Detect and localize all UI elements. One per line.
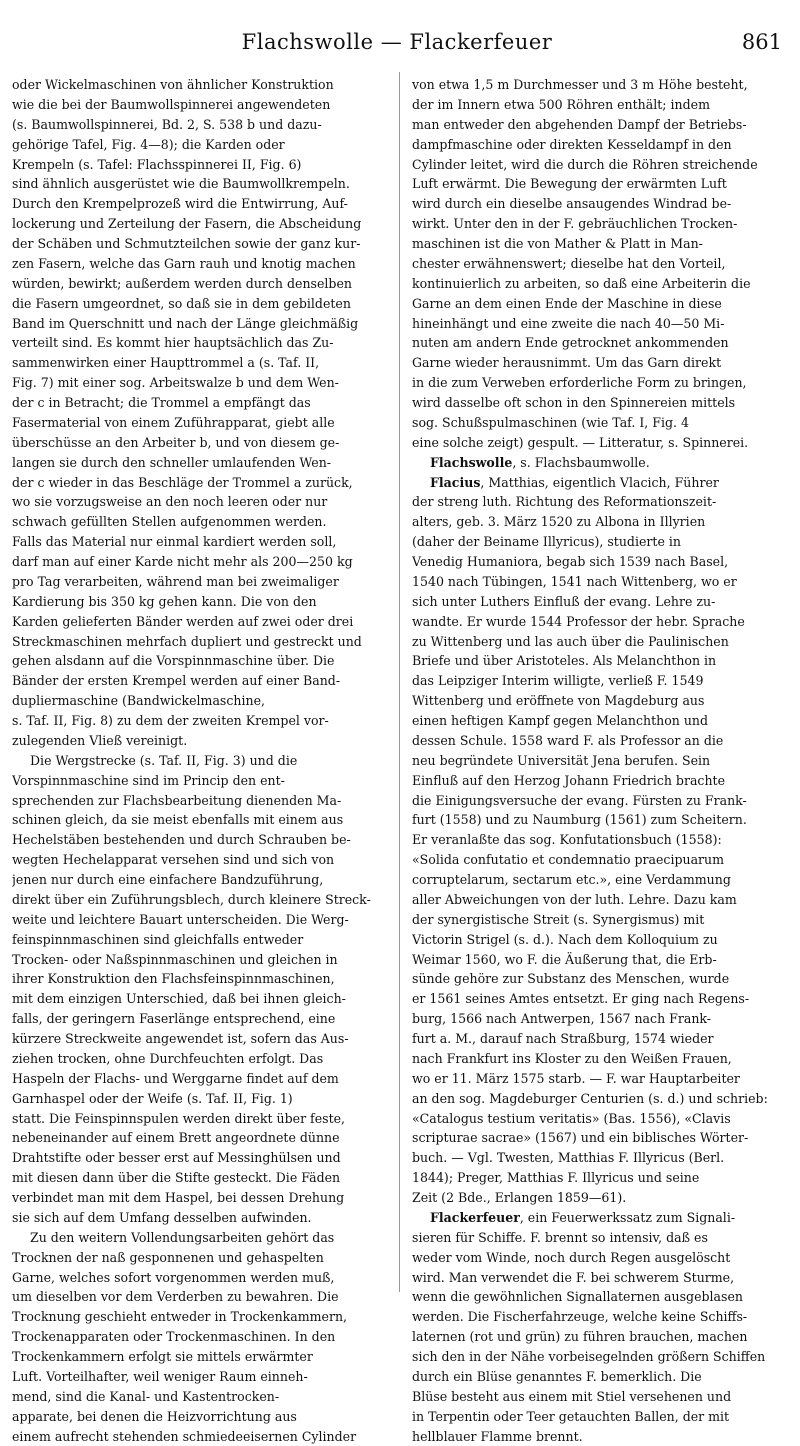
- right-column-line: wird durch ein dieselbe ansaugendes Windrad be-: [412, 194, 784, 214]
- left-column-line: gehörige Tafel, Fig. 4—8); die Karden oder: [12, 135, 390, 155]
- left-column-line: der c in Betracht; die Trommel a empfängt das: [12, 393, 390, 413]
- entry-headword: Flachswolle: [430, 455, 512, 470]
- left-column-line: zen Fasern, welche das Garn rauh und knotig machen: [12, 254, 390, 274]
- right-column-line: einen heftigen Kampf gegen Melanchthon und: [412, 711, 784, 731]
- right-column-line: 1844); Preger, Matthias F. Illyricus und seine: [412, 1168, 784, 1188]
- right-column-line: wenn die gewöhnlichen Signallaternen ausgeblasen: [412, 1287, 784, 1307]
- right-column-line: der im Innern etwa 500 Röhren enthält; indem: [412, 95, 784, 115]
- right-column-line: wird dasselbe oft schon in den Spinnereien mittels: [412, 393, 784, 413]
- right-column-line: corruptelarum, sectarum etc.», eine Verdammung: [412, 870, 784, 890]
- right-column-line: die Einigungsversuche der evang. Fürsten zu Frank-: [412, 791, 784, 811]
- right-column-line: Weimar 1560, wo F. die Äußerung that, die Erb-: [412, 950, 784, 970]
- right-column-line: laternen (rot und grün) zu führen brauchen, machen: [412, 1327, 784, 1347]
- right-column-line: zu Wittenberg und las auch über die Paulinischen: [412, 632, 784, 652]
- left-column-line: feinspinnmaschinen sind gleichfalls entweder: [12, 930, 390, 950]
- left-column-line: Trockenapparaten oder Trockenmaschinen. In den: [12, 1327, 390, 1347]
- right-column-line: buch. — Vgl. Twesten, Matthias F. Illyricus (Berl.: [412, 1148, 784, 1168]
- right-column-line: Flacius, Matthias, eigentlich Vlacich, Führer: [412, 473, 784, 493]
- left-column-line: langen sie durch den schneller umlaufenden Wen-: [12, 453, 390, 473]
- right-column-line: alters, geb. 3. März 1520 zu Albona in Illyrien: [412, 512, 784, 532]
- left-column-line: lockerung und Zerteilung der Fasern, die Abscheidung: [12, 214, 390, 234]
- right-column-line: (daher der Beiname Illyricus), studierte in: [412, 532, 784, 552]
- left-column-line: darf man auf einer Karde nicht mehr als 200—250 kg: [12, 552, 390, 572]
- right-column-line: «Solida confutatio et condemnatio praecipuarum: [412, 850, 784, 870]
- right-column-line: er 1561 seines Amtes entsetzt. Er ging nach Regens-: [412, 989, 784, 1009]
- right-column-line: werden. Die Fischerfahrzeuge, welche keine Schiffs-: [412, 1307, 784, 1327]
- right-column-line: Garne an dem einen Ende der Maschine in diese: [412, 294, 784, 314]
- left-column-line: Trockenkammern erfolgt sie mittels erwärmter: [12, 1347, 390, 1367]
- right-column-line: hineinhängt und eine zweite die nach 40—50 Mi-: [412, 314, 784, 334]
- left-column-line: Garnhaspel oder der Weife (s. Taf. II, Fig. 1): [12, 1089, 390, 1109]
- entry-headword: Flacius: [430, 475, 480, 490]
- left-column-line: zulegenden Vließ vereinigt.: [12, 731, 390, 751]
- left-column-line: Trocknung geschieht entweder in Trockenkammern,: [12, 1307, 390, 1327]
- right-column-line: «Catalogus testium veritatis» (Bas. 1556), «Clavis: [412, 1109, 784, 1129]
- right-column-line: nuten am andern Ende getrocknet ankommenden: [412, 333, 784, 353]
- left-column-line: einem aufrecht stehenden schmiedeeisernen Cylinder: [12, 1427, 390, 1446]
- right-column-line: Garne wieder herausnimmt. Um das Garn direkt: [412, 353, 784, 373]
- right-column-line: Flackerfeuer, ein Feuerwerkssatz zum Signali-: [412, 1208, 784, 1228]
- right-column-line: weder vom Winde, noch durch Regen ausgelöscht: [412, 1248, 784, 1268]
- left-column-line: Kardierung bis 350 kg gehen kann. Die von den: [12, 592, 390, 612]
- right-column-line: dampfmaschine oder direkten Kesseldampf in den: [412, 135, 784, 155]
- left-column: [12, 75, 390, 1446]
- right-column-line: maschinen ist die von Mather & Platt in Man-: [412, 234, 784, 254]
- left-column-line: der Schäben und Schmutzteilchen sowie der ganz kur-: [12, 234, 390, 254]
- left-column-line: Die Wergstrecke (s. Taf. II, Fig. 3) und die: [12, 751, 390, 771]
- right-column-line: Wittenberg und eröffnete von Magdeburg aus: [412, 691, 784, 711]
- page-number: 861: [742, 30, 782, 54]
- right-column-line: wird. Man verwendet die F. bei schwerem Sturme,: [412, 1268, 784, 1288]
- right-column-line: sog. Schußspulmaschinen (wie Taf. I, Fig. 4: [412, 413, 784, 433]
- left-column-line: (s. Baumwollspinnerei, Bd. 2, S. 538 b und dazu-: [12, 115, 390, 135]
- left-column-line: schinen gleich, da sie meist ebenfalls mit einem aus: [12, 810, 390, 830]
- right-column-line: Venedig Humaniora, begab sich 1539 nach Basel,: [412, 552, 784, 572]
- left-column-line: weite und leichtere Bauart unterscheiden. Die Werg-: [12, 910, 390, 930]
- entry-headword: Flackerfeuer: [430, 1210, 520, 1225]
- right-column-line: dessen Schule. 1558 ward F. als Professor an die: [412, 731, 784, 751]
- left-column-line: die Fasern umgeordnet, so daß sie in dem gebildeten: [12, 294, 390, 314]
- left-column-line: schwach gefüllten Stellen aufgenommen werden.: [12, 512, 390, 532]
- right-column-line: von etwa 1,5 m Durchmesser und 3 m Höhe besteht,: [412, 75, 784, 95]
- right-column-line: an den sog. Magdeburger Centurien (s. d.) und schrieb:: [412, 1089, 784, 1109]
- right-column-line: Einfluß auf den Herzog Johann Friedrich brachte: [412, 771, 784, 791]
- left-column-line: sie sich auf dem Umfang desselben aufwinden.: [12, 1208, 390, 1228]
- right-column-line: sieren für Schiffe. F. brennt so intensiv, daß es: [412, 1228, 784, 1248]
- right-column-line: in Terpentin oder Teer getauchten Ballen, der mit: [412, 1407, 784, 1427]
- right-column-line: durch ein Blüse genanntes F. bemerklich. Die: [412, 1367, 784, 1387]
- right-column-line: hellblauer Flamme brennt.: [412, 1427, 784, 1446]
- right-column-line: Flachswolle, s. Flachsbaumwolle.: [412, 453, 784, 473]
- right-column-line: das Leipziger Interim willigte, verließ F. 1549: [412, 671, 784, 691]
- left-column-line: Hechelstäben bestehenden und durch Schrauben be-: [12, 830, 390, 850]
- right-column-line: 1540 nach Tübingen, 1541 nach Wittenberg, wo er: [412, 572, 784, 592]
- left-column-line: verteilt sind. Es kommt hier hauptsächlich das Zu-: [12, 333, 390, 353]
- left-column-line: Trocken- oder Naßspinnmaschinen und gleichen in: [12, 950, 390, 970]
- right-column-line: sich unter Luthers Einfluß der evang. Lehre zu-: [412, 592, 784, 612]
- left-column-line: oder Wickelmaschinen von ähnlicher Konstruktion: [12, 75, 390, 95]
- right-column-line: chester erwähnenswert; dieselbe hat den Vorteil,: [412, 254, 784, 274]
- right-column-line: nach Frankfurt ins Kloster zu den Weißen Frauen,: [412, 1049, 784, 1069]
- left-column-line: jenen nur durch eine einfachere Bandzuführung,: [12, 870, 390, 890]
- right-column-line: kontinuierlich zu arbeiten, so daß eine Arbeiterin die: [412, 274, 784, 294]
- left-column-line: kürzere Streckweite angewendet ist, sofern das Aus-: [12, 1029, 390, 1049]
- left-column-line: ziehen trocken, ohne Durchfeuchten erfolgt. Das: [12, 1049, 390, 1069]
- page-header: [12, 30, 782, 60]
- left-column-line: Garne, welches sofort vorgenommen werden muß,: [12, 1268, 390, 1288]
- left-column-line: überschüsse an den Arbeiter b, und von diesem ge-: [12, 433, 390, 453]
- right-column-line: sich den in der Nähe vorbeisegelnden größern Schiffen: [412, 1347, 784, 1367]
- left-column-line: nebeneinander auf einem Brett angeordnete dünne: [12, 1128, 390, 1148]
- right-column-line: aller Abweichungen von der luth. Lehre. Dazu kam: [412, 890, 784, 910]
- left-column-line: mit dem einzigen Unterschied, daß bei ihnen gleich-: [12, 989, 390, 1009]
- left-column-line: pro Tag verarbeiten, während man bei zweimaliger: [12, 572, 390, 592]
- left-column-line: apparate, bei denen die Heizvorrichtung aus: [12, 1407, 390, 1427]
- right-column-line: Zeit (2 Bde., Erlangen 1859—61).: [412, 1188, 784, 1208]
- right-column-line: in die zum Verweben erforderliche Form zu bringen,: [412, 373, 784, 393]
- left-column-line: ihrer Konstruktion den Flachsfeinspinnmaschinen,: [12, 969, 390, 989]
- left-column-line: Drahtstifte oder besser erst auf Messinghülsen und: [12, 1148, 390, 1168]
- right-column-line: der streng luth. Richtung des Reformationszeit-: [412, 492, 784, 512]
- right-column-line: wandte. Er wurde 1544 Professor der hebr. Sprache: [412, 612, 784, 632]
- right-column-line: Briefe und über Aristoteles. Als Melanchthon in: [412, 651, 784, 671]
- left-column-line: Haspeln der Flachs- und Werggarne findet auf dem: [12, 1069, 390, 1089]
- left-column-line: s. Taf. II, Fig. 8) zu dem der zweiten Krempel vor-: [12, 711, 390, 731]
- left-column-line: würden, bewirkt; außerdem werden durch denselben: [12, 274, 390, 294]
- right-column-line: Blüse besteht aus einem mit Stiel versehenen und: [412, 1387, 784, 1407]
- left-column-line: Band im Querschnitt und nach der Länge gleichmäßig: [12, 314, 390, 334]
- right-column-line: eine solche zeigt) gespult. — Litteratur, s. Spinnerei.: [412, 433, 784, 453]
- left-column-line: mend, sind die Kanal- und Kastentrocken-: [12, 1387, 390, 1407]
- left-column-line: dupliermaschine (Bandwickelmaschine,: [12, 691, 390, 711]
- left-column-line: Trocknen der naß gesponnenen und gehaspelten: [12, 1248, 390, 1268]
- left-column-line: sprechenden zur Flachsbearbeitung dienenden Ma-: [12, 791, 390, 811]
- left-column-line: sind ähnlich ausgerüstet wie die Baumwollkrempeln.: [12, 174, 390, 194]
- left-column-line: Krempeln (s. Tafel: Flachsspinnerei II, Fig. 6): [12, 155, 390, 175]
- right-column-line: furt (1558) und zu Naumburg (1561) zum Scheitern.: [412, 810, 784, 830]
- right-column-line: sünde gehöre zur Substanz des Menschen, wurde: [412, 969, 784, 989]
- right-column-line: Er veranlaßte das sog. Konfutationsbuch (1558):: [412, 830, 784, 850]
- left-column-line: wegten Hechelapparat versehen sind und sich von: [12, 850, 390, 870]
- left-column-line: verbindet man mit dem Haspel, bei dessen Drehung: [12, 1188, 390, 1208]
- left-column-line: Karden gelieferten Bänder werden auf zwei oder drei: [12, 612, 390, 632]
- right-column-line: furt a. M., darauf nach Straßburg, 1574 wieder: [412, 1029, 784, 1049]
- left-column-line: Zu den weitern Vollendungsarbeiten gehört das: [12, 1228, 390, 1248]
- left-column-line: Falls das Material nur einmal kardiert werden soll,: [12, 532, 390, 552]
- right-column-line: Luft erwärmt. Die Bewegung der erwärmten Luft: [412, 174, 784, 194]
- left-column-line: direkt über ein Zuführungsblech, durch kleinere Streck-: [12, 890, 390, 910]
- right-column-line: burg, 1566 nach Antwerpen, 1567 nach Frank-: [412, 1009, 784, 1029]
- left-column-line: Bänder der ersten Krempel werden auf einer Band-: [12, 671, 390, 691]
- left-column-line: der c wieder in das Beschläge der Trommel a zurück,: [12, 473, 390, 493]
- left-column-line: falls, der geringern Faserlänge entsprechend, eine: [12, 1009, 390, 1029]
- left-column-line: Streckmaschinen mehrfach dupliert und gestreckt und: [12, 632, 390, 652]
- right-column-line: Victorin Strigel (s. d.). Nach dem Kolloquium zu: [412, 930, 784, 950]
- right-column-line: Cylinder leitet, wird die durch die Röhren streichende: [412, 155, 784, 175]
- left-column-line: gehen alsdann auf die Vorspinnmaschine über. Die: [12, 651, 390, 671]
- right-column: [412, 75, 784, 1446]
- left-column-line: Fig. 7) mit einer sog. Arbeitswalze b und dem Wen-: [12, 373, 390, 393]
- left-column-line: Luft. Vorteilhafter, weil weniger Raum einneh-: [12, 1367, 390, 1387]
- left-column-line: sammenwirken einer Haupttrommel a (s. Taf. II,: [12, 353, 390, 373]
- column-divider: [399, 72, 400, 1292]
- left-column-line: Vorspinnmaschine sind im Princip den ent-: [12, 771, 390, 791]
- right-column-line: scripturae sacrae» (1567) und ein biblisches Wörter-: [412, 1128, 784, 1148]
- right-column-line: neu begründete Universität Jena berufen. Sein: [412, 751, 784, 771]
- left-column-line: statt. Die Feinspinnspulen werden direkt über feste,: [12, 1109, 390, 1129]
- left-column-line: Durch den Krempelprozeß wird die Entwirrung, Auf-: [12, 194, 390, 214]
- page-title: Flachswolle — Flackerfeuer: [12, 30, 782, 54]
- left-column-line: wo sie vorzugsweise an den noch leeren oder nur: [12, 492, 390, 512]
- left-column-line: Fasermaterial von einem Zuführapparat, giebt alle: [12, 413, 390, 433]
- right-column-line: wirkt. Unter den in der F. gebräuchlichen Trocken-: [412, 214, 784, 234]
- right-column-line: man entweder den abgehenden Dampf der Betriebs-: [412, 115, 784, 135]
- right-column-line: der synergistische Streit (s. Synergismus) mit: [412, 910, 784, 930]
- left-column-line: mit diesen dann über die Stifte gesteckt. Die Fäden: [12, 1168, 390, 1188]
- left-column-line: um dieselben vor dem Verderben zu bewahren. Die: [12, 1287, 390, 1307]
- right-column-line: wo er 11. März 1575 starb. — F. war Hauptarbeiter: [412, 1069, 784, 1089]
- left-column-line: wie die bei der Baumwollspinnerei angewendeten: [12, 95, 390, 115]
